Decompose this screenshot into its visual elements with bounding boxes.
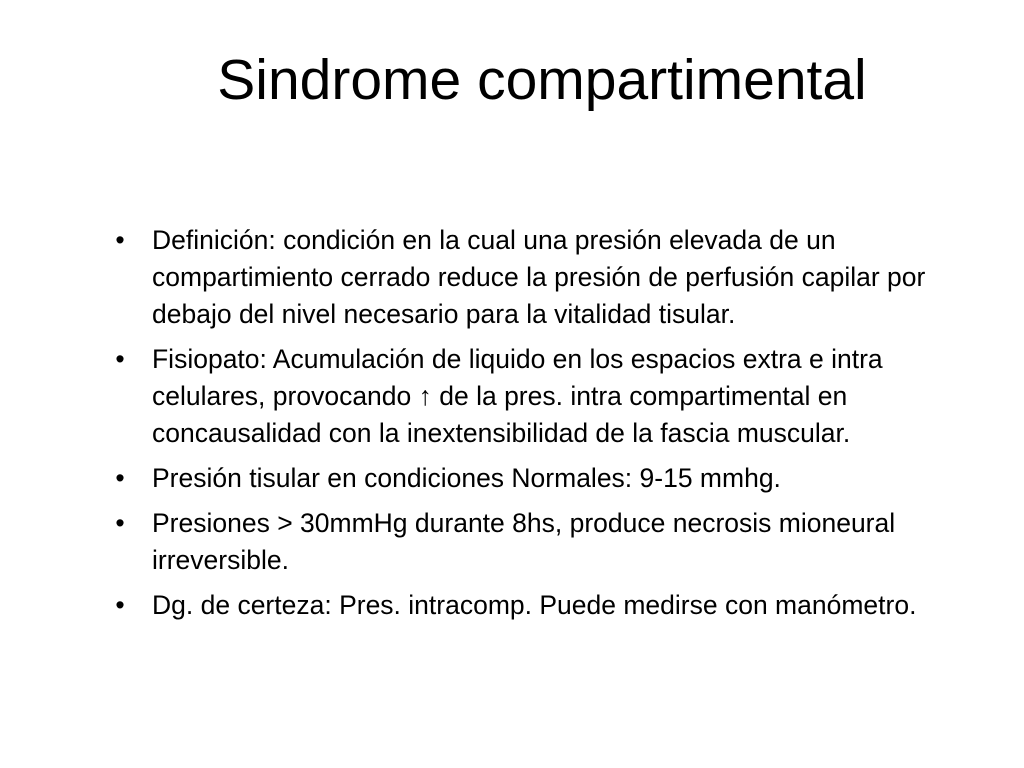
bullet-item-definicion: [110, 222, 1000, 333]
bullet-item-presion-normal: [110, 460, 1000, 497]
bullet-text: Dg. de certeza: Pres. intracomp. Puede medirse con manómetro.: [152, 590, 917, 620]
bullet-item-fisiopato: [110, 341, 1000, 452]
bullet-icon: •: [115, 590, 125, 620]
bullet-list: [110, 222, 1000, 632]
bullet-text: Presión tisular en condiciones Normales: 9-15 mmhg.: [152, 463, 781, 493]
bullet-icon: •: [115, 508, 125, 538]
bullet-text: Definición: condición en la cual una presión elevada de un compartimiento cerrado reduce la presión de perfusión capilar por debajo del nivel necesario para la vitalidad tisular.: [152, 225, 926, 329]
bullet-icon: •: [115, 463, 125, 493]
bullet-item-diagnostico: [110, 587, 1000, 624]
slide-title: Sindrome compartimental: [217, 48, 867, 112]
bullet-icon: •: [115, 344, 125, 374]
bullet-text: Presiones > 30mmHg durante 8hs, produce necrosis mioneural irreversible.: [152, 508, 896, 575]
bullet-text: Fisiopato: Acumulación de liquido en los espacios extra e intra celulares, provocando ↑ de la pres. intra compartimental en concausalidad con la inextensibilidad de la fascia muscular.: [152, 344, 883, 448]
bullet-item-presion-necrosis: [110, 505, 1000, 579]
bullet-icon: •: [115, 225, 125, 255]
